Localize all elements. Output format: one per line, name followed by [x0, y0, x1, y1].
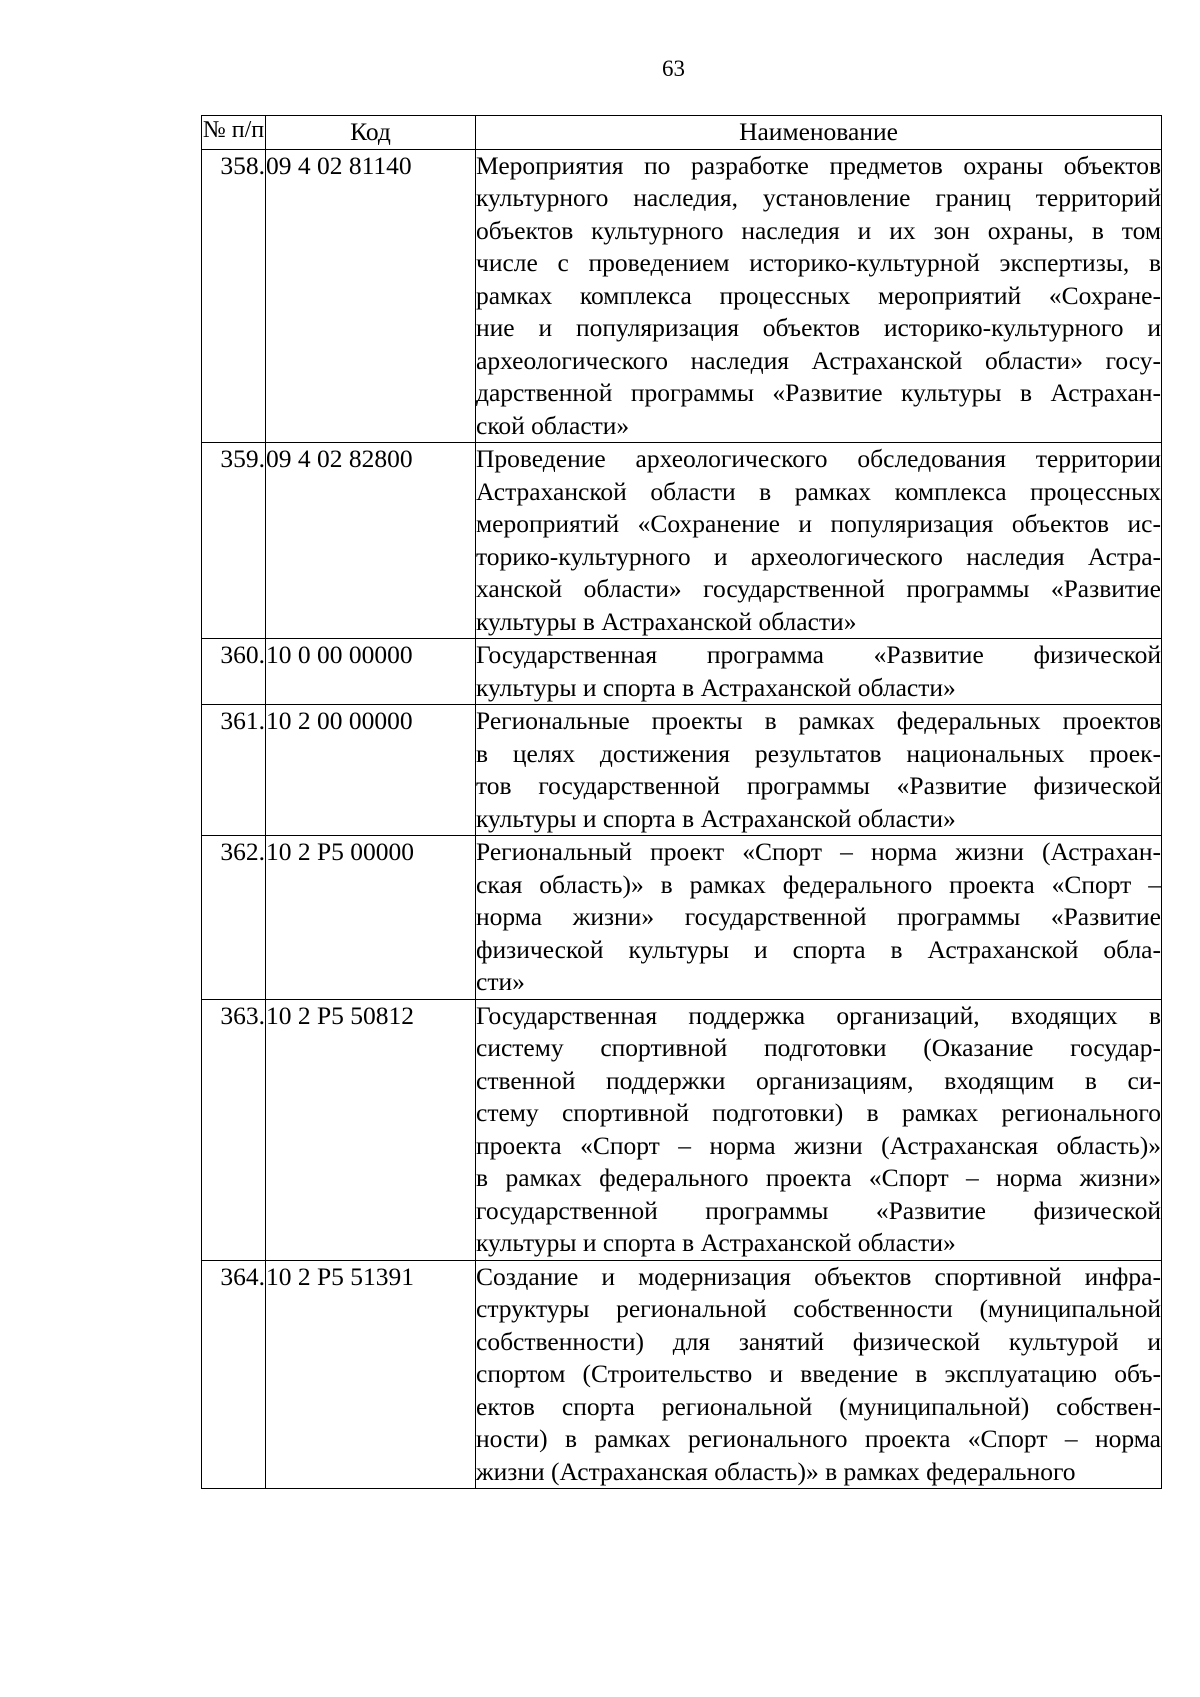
name-line: культурного наследия, установление границ территорий — [476, 183, 1161, 212]
row-code: 10 2 P5 50812 — [266, 999, 476, 1260]
row-code: 09 4 02 81140 — [266, 149, 476, 443]
name-line: культуры в Астраханской области» — [476, 606, 857, 636]
name-line: археологического наследия Астраханской области» госу- — [476, 345, 1161, 375]
header-code: Код — [266, 116, 476, 150]
row-number: 358. — [202, 149, 266, 443]
table-row — [202, 1260, 1162, 1489]
row-number: 364. — [202, 1260, 266, 1489]
name-line: собственности) для занятий физической культурой и — [476, 1326, 1161, 1356]
table-row — [202, 443, 1162, 639]
name-line: ние и популяризация объектов историко-культурного и — [476, 313, 1161, 342]
name-line: сти» — [476, 967, 525, 996]
budget-code-table — [201, 115, 1162, 1489]
name-line: Государственная поддержка организаций, входящих в — [476, 1000, 1161, 1030]
row-number: 362. — [202, 836, 266, 1000]
name-line: ская область)» в рамках федерального проекта «Спорт – — [476, 869, 1161, 899]
row-name — [476, 639, 1162, 705]
name-line: тов государственной программы «Развитие физической — [476, 771, 1161, 800]
name-line: культуры и спорта в Астраханской области» — [476, 1228, 956, 1257]
name-line: ской области» — [476, 410, 630, 440]
header-name: Наименование — [476, 116, 1162, 150]
name-line: Региональные проекты в рамках федеральных проектов — [476, 706, 1161, 735]
name-line: государственной программы «Развитие физической — [476, 1195, 1161, 1225]
name-line: Региональный проект «Спорт – норма жизни (Астрахан- — [476, 837, 1161, 866]
table-row — [202, 836, 1162, 1000]
row-number: 359. — [202, 443, 266, 639]
name-line: рамках комплекса процессных мероприятий «Сохране- — [476, 280, 1161, 310]
row-code: 10 2 P5 00000 — [266, 836, 476, 1000]
table-body — [202, 149, 1162, 1489]
name-line: ственной поддержки организациям, входящим в си- — [476, 1065, 1161, 1095]
row-name — [476, 149, 1162, 443]
name-line: структуры региональной собственности (муниципальной — [476, 1294, 1161, 1323]
name-line: проекта «Спорт – норма жизни (Астраханская область)» — [476, 1130, 1161, 1160]
row-code: 10 0 00 00000 — [266, 639, 476, 705]
table-header-row — [202, 116, 1162, 150]
name-line: дарственной программы «Развитие культуры в Астрахан- — [476, 378, 1161, 407]
name-line: числе с проведением историко-культурной экспертизы, в — [476, 248, 1161, 277]
table-row — [202, 639, 1162, 705]
row-name — [476, 999, 1162, 1260]
row-code: 10 2 00 00000 — [266, 705, 476, 836]
name-line: Проведение археологического обследования территории — [476, 444, 1161, 473]
name-line: Государственная программа «Развитие физической — [476, 640, 1161, 669]
name-line: ектов спорта региональной (муниципальной) собствен- — [476, 1391, 1161, 1421]
name-line: систему спортивной подготовки (Оказание государ- — [476, 1033, 1161, 1062]
table-row — [202, 705, 1162, 836]
name-line: культуры и спорта в Астраханской области» — [476, 672, 956, 702]
table-row — [202, 149, 1162, 443]
row-number: 363. — [202, 999, 266, 1260]
row-name — [476, 443, 1162, 639]
name-line: жизни (Астраханская область)» в рамках федерального — [476, 1456, 1076, 1486]
row-number: 360. — [202, 639, 266, 705]
name-line: торико-культурного и археологического наследия Астра- — [476, 541, 1161, 571]
name-line: ности) в рамках регионального проекта «Спорт – норма — [476, 1424, 1161, 1453]
name-line: стему спортивной подготовки) в рамках регионального — [476, 1098, 1161, 1127]
row-code: 09 4 02 82800 — [266, 443, 476, 639]
name-line: в целях достижения результатов национальных проек- — [476, 738, 1161, 768]
name-line: норма жизни» государственной программы «Развитие — [476, 902, 1161, 931]
name-line: Астраханской области в рамках комплекса процессных — [476, 476, 1161, 506]
name-line: физической культуры и спорта в Астраханской обла- — [476, 934, 1161, 964]
name-line: культуры и спорта в Астраханской области» — [476, 803, 956, 833]
name-line: мероприятий «Сохранение и популяризация объектов ис- — [476, 509, 1161, 538]
row-name — [476, 1260, 1162, 1489]
name-line: спортом (Строительство и введение в эксплуатацию объ- — [476, 1359, 1161, 1388]
row-number: 361. — [202, 705, 266, 836]
name-line: ханской области» государственной программы «Развитие — [476, 574, 1161, 603]
table-row — [202, 999, 1162, 1260]
row-name — [476, 705, 1162, 836]
row-code: 10 2 P5 51391 — [266, 1260, 476, 1489]
header-num: № п/п — [202, 116, 266, 150]
name-line: объектов культурного наследия и их зон охраны, в том — [476, 215, 1161, 245]
row-name — [476, 836, 1162, 1000]
name-line: Мероприятия по разработке предметов охраны объектов — [476, 150, 1161, 180]
page-number: 63 — [662, 56, 685, 81]
name-line: Создание и модернизация объектов спортивной инфра- — [476, 1261, 1161, 1291]
name-line: в рамках федерального проекта «Спорт – норма жизни» — [476, 1163, 1161, 1192]
